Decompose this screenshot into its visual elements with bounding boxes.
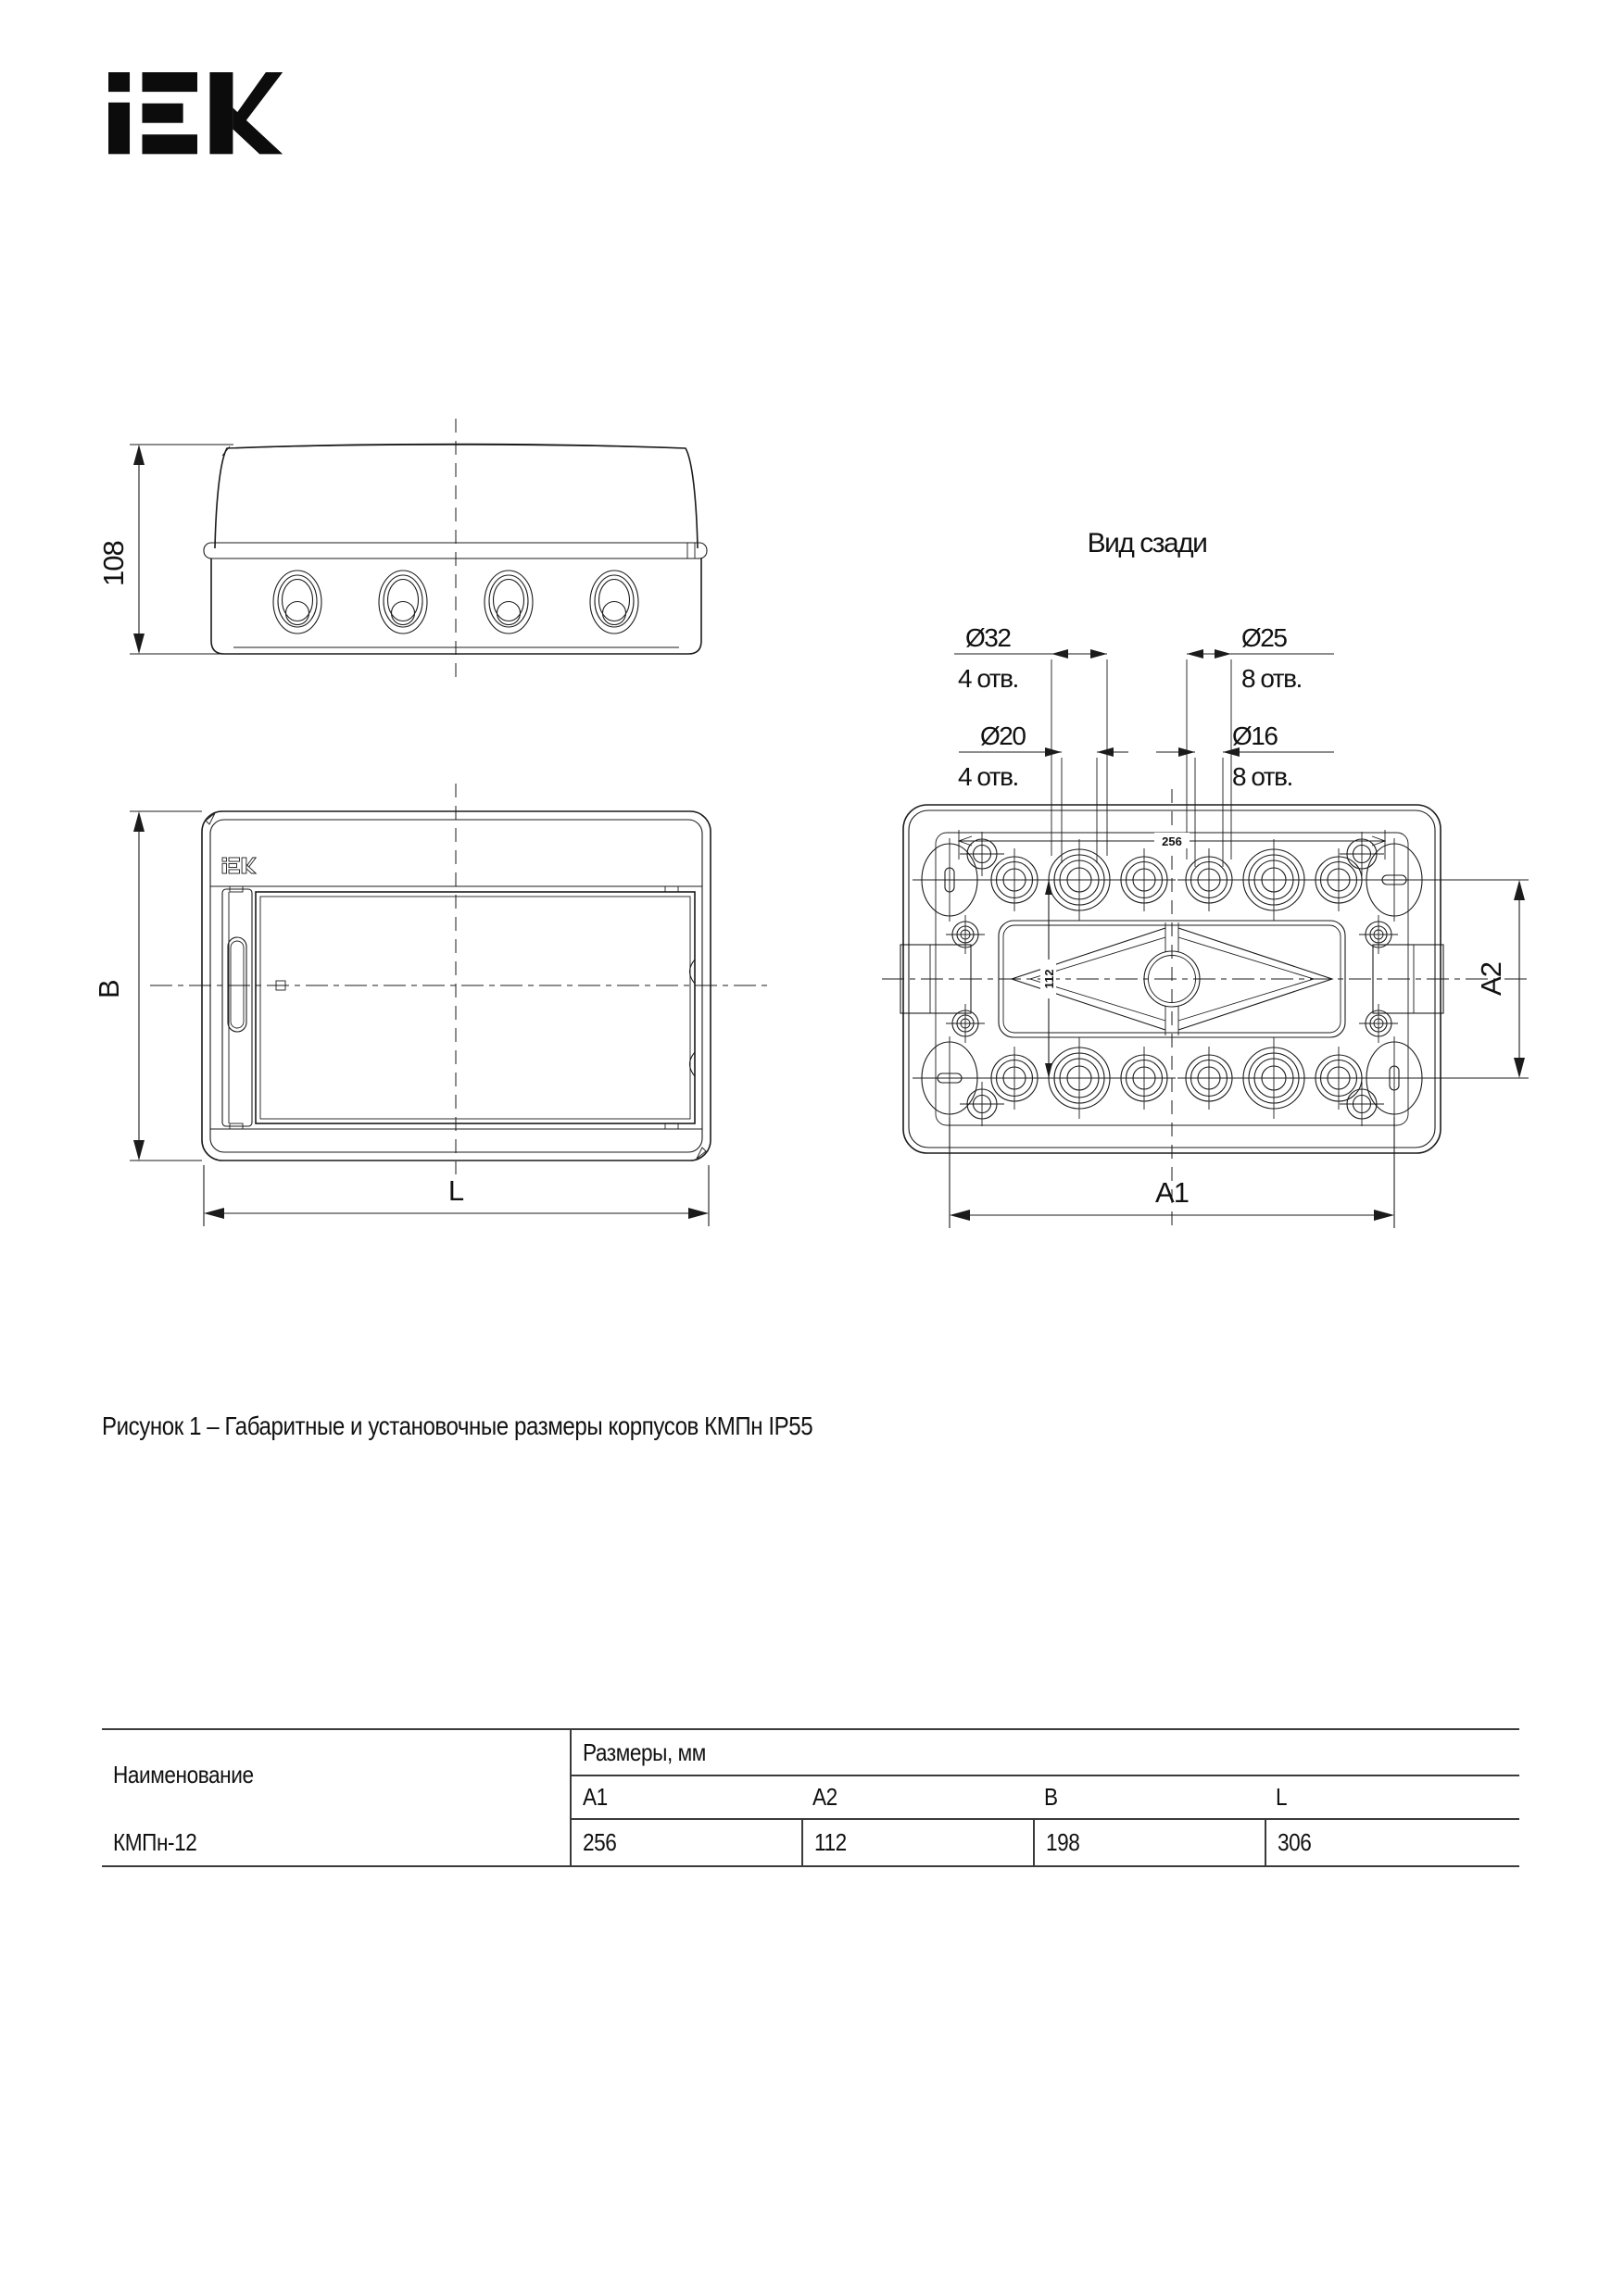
svg-text:8 отв.: 8 отв.	[1232, 762, 1292, 791]
svg-text:Ø16: Ø16	[1232, 721, 1278, 750]
figure-caption-text: Рисунок 1 – Габаритные и установочные размеры корпусов КМПн IP55	[102, 1411, 813, 1440]
table-header-name: Наименование	[102, 1730, 572, 1820]
callout-d32	[954, 623, 1107, 856]
table-header-l: L	[1265, 1776, 1519, 1820]
side-view	[97, 419, 707, 678]
table-header-a1: A1	[572, 1776, 801, 1820]
svg-text:8 отв.: 8 отв.	[1241, 664, 1302, 693]
svg-text:4 отв.: 4 отв.	[958, 664, 1018, 693]
front-view	[93, 784, 767, 1226]
dim-A1-label: A1	[1155, 1176, 1189, 1209]
dim-256	[959, 830, 1385, 859]
table-cell-l: 306	[1265, 1820, 1519, 1865]
iek-logo	[108, 72, 283, 154]
svg-text:4 отв.: 4 отв.	[958, 762, 1018, 791]
dim-A2-label: A2	[1475, 962, 1507, 996]
dim-112	[1040, 880, 1056, 1078]
rear-view	[882, 528, 1530, 1234]
svg-text:256: 256	[1162, 834, 1182, 848]
dim-L	[204, 1165, 709, 1226]
mount-pad-bottom-left	[913, 1036, 989, 1120]
table-cell-a1: 256	[583, 1828, 617, 1856]
table-header-b: B	[1033, 1776, 1265, 1820]
svg-text:112: 112	[1042, 969, 1056, 989]
dim-L-label: L	[447, 1174, 464, 1207]
table-cell-b: 198	[1033, 1820, 1265, 1865]
callout-d20	[958, 721, 1128, 863]
table-row-name: КМПн-12	[102, 1820, 572, 1865]
table-header-sizes-group: Размеры, мм	[572, 1730, 1519, 1776]
dim-B	[93, 811, 202, 1161]
svg-text:Ø20: Ø20	[980, 721, 1026, 750]
dimensions-table	[102, 1728, 1519, 1867]
mount-pad-top-left	[913, 838, 989, 922]
figure-caption	[102, 1411, 928, 1441]
dim-B-label: B	[93, 980, 125, 998]
dim-108-label: 108	[97, 541, 130, 586]
dim-108	[97, 445, 369, 654]
table-cell-a2: 112	[801, 1820, 1033, 1865]
front-brand-mark	[222, 858, 256, 873]
table-header-a2: A2	[801, 1776, 1033, 1820]
svg-text:Ø25: Ø25	[1241, 623, 1287, 652]
rear-view-title: Вид сзади	[1087, 528, 1207, 558]
svg-text:Ø32: Ø32	[965, 623, 1011, 652]
